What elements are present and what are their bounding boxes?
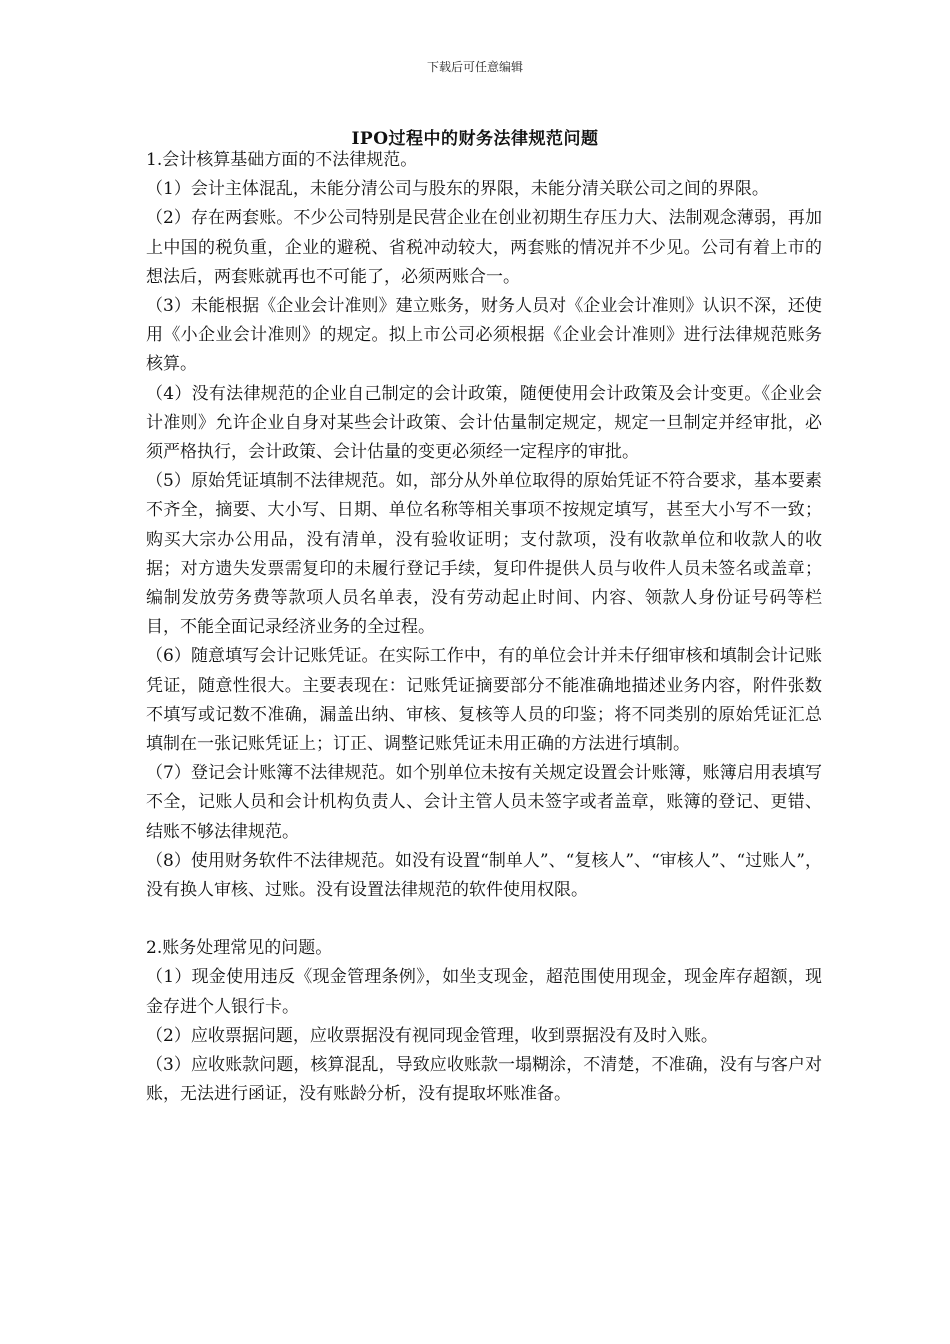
document-body [146,146,822,1110]
document-title: IPO过程中的财务法律规范问题 [351,129,599,149]
section-2-item-2: （2）应收票据问题，应收票据没有视同现金管理，收到票据没有及时入账。 [146,1025,718,1046]
section-1-item-5: （5）原始凭证填制不法律规范。如，部分从外单位取得的原始凭证不符合要求，基本要素不齐全，摘要、大小写、日期、单位名称等相关事项不按规定填写，甚至大小写不一致；购买大宗办公用品，没有清单，没有验收证明；支付款项，没有收款单位和收款人的收据；对方遗失发票需复印的未履行登记手续，复印件提供人员与收件人员未签名或盖章；编制发放劳务费等款项人员名单表，没有劳动起止时间、内容、领款人身份证号码等栏目，不能全面记录经济业务的全过程。 [146,471,822,638]
section-2-item-3: （3）应收账款问题，核算混乱，导致应收账款一塌糊涂，不清楚，不准确，没有与客户对账，无法进行函证，没有账龄分析，没有提取坏账准备。 [146,1055,822,1105]
section-2-item-1: （1）现金使用违反《现金管理条例》，如坐支现金，超范围使用现金，现金库存超额，现金存进个人银行卡。 [146,967,822,1017]
section-1-item-3: （3）未能根据《企业会计准则》建立账务，财务人员对《企业会计准则》认识不深，还使用《小企业会计准则》的规定。拟上市公司必须根据《企业会计准则》进行法律规范账务核算。 [146,296,822,375]
section-1-item-1: （1）会计主体混乱，未能分清公司与股东的界限，未能分清关联公司之间的界限。 [146,179,769,200]
section-1-item-7: （7）登记会计账簿不法律规范。如个别单位未按有关规定设置会计账簿，账簿启用表填写不全，记账人员和会计机构负责人、会计主管人员未签字或者盖章，账簿的登记、更错、结账不够法律规范。 [146,763,822,842]
section-1-item-8: （8）使用财务软件不法律规范。如没有设置“制单人”、“复核人”、“审核人”、“过账人”，没有换人审核、过账。没有设置法律规范的软件使用权限。 [146,850,822,901]
section-gap [146,905,822,934]
section-1-item-4: （4）没有法律规范的企业自己制定的会计政策，随便使用会计政策及会计变更。《企业会计准则》允许企业自身对某些会计政策、会计估量制定规定，规定一旦制定并经审批，必须严格执行，会计政策、会计估量的变更必须经一定程序的审批。 [146,383,822,463]
section-1-item-2: （2）存在两套账。不少公司特别是民营企业在创业初期生存压力大、法制观念薄弱，再加上中国的税负重，企业的避税、省税冲动较大，两套账的情况并不少见。公司有着上市的想法后，两套账就再也不可能了，必须两账合一。 [146,208,822,287]
section-1-item-6: （6）随意填写会计记账凭证。在实际工作中，有的单位会计并未仔细审核和填制会计记账凭证，随意性很大。主要表现在：记账凭证摘要部分不能准确地描述业务内容，附件张数不填写或记数不准确，漏盖出纳、审核、复核等人员的印鉴；将不同类别的原始凭证汇总填制在一张记账凭证上；订正、调整记账凭证未用正确的方法进行填制。 [146,646,822,755]
section-2-heading: 2.账务处理常见的问题。 [146,938,333,959]
header-note: 下载后可任意编辑 [426,60,523,74]
section-1-heading: 1.会计核算基础方面的不法律规范。 [146,150,418,170]
